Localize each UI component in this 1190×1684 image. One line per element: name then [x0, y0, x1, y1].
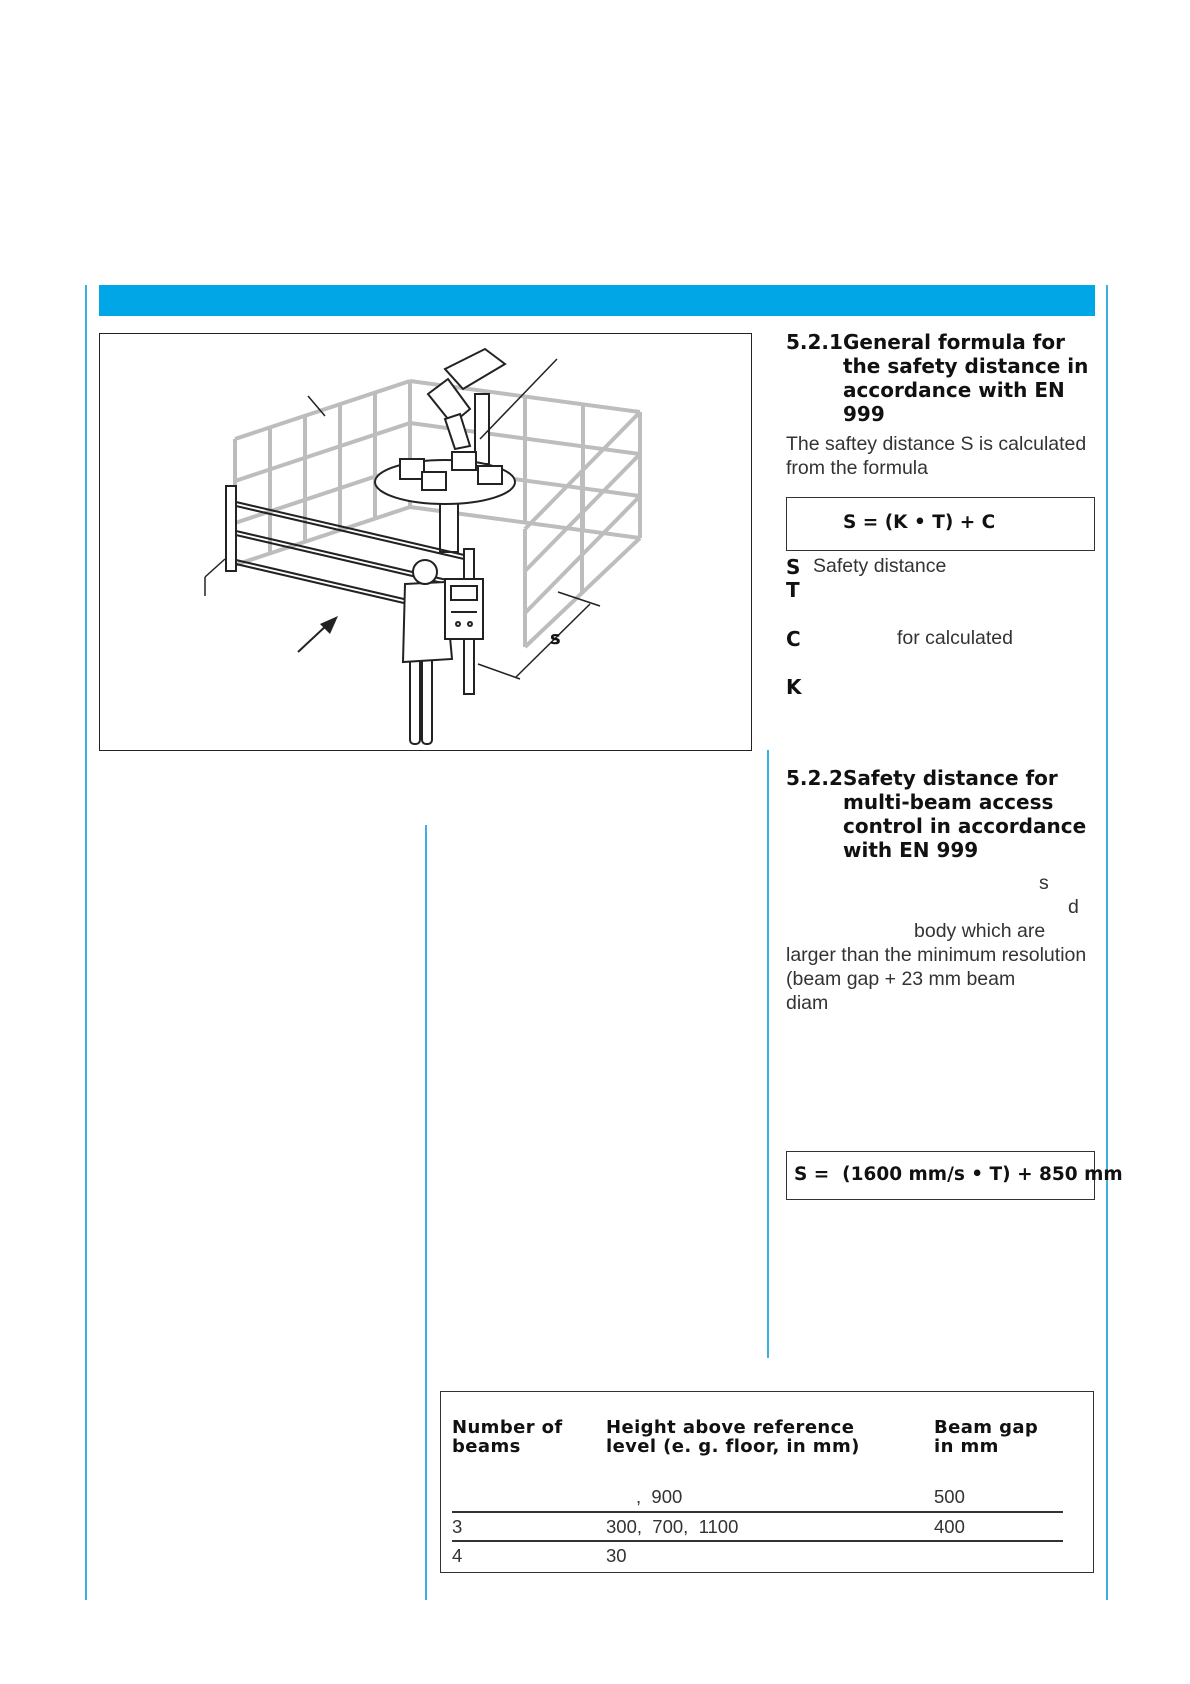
table-cell-height: 300, 700, 1100 — [606, 1516, 739, 1537]
right-column-rule — [767, 750, 769, 1358]
control-panel — [445, 579, 483, 639]
section-number: 5.2.1 — [786, 330, 843, 354]
definition-symbol-t: T — [786, 578, 800, 602]
section-title: Safety distance for multi-beam access control in accordance with EN 999 — [843, 766, 1087, 862]
text-fragment: (beam gap + 23 mm beam — [786, 968, 1016, 990]
header-bar — [99, 285, 1095, 316]
distance-label: s — [550, 628, 561, 649]
text-fragment: body which are — [914, 920, 1046, 942]
text-fragment: s — [1039, 872, 1049, 894]
definition-text-c: for calculated — [897, 627, 1013, 649]
table-cell-height: 30 — [606, 1545, 627, 1566]
table-cell-gap: 500 — [934, 1486, 965, 1507]
table-header-beams: Number of beams — [452, 1417, 563, 1457]
table-cell-height: , 900 — [636, 1486, 683, 1507]
left-margin-rule — [85, 285, 87, 1600]
text-fragment: larger than the minimum resolution — [786, 944, 1087, 966]
robot-arm — [428, 349, 505, 464]
formula-general: S = (K • T) + C — [843, 512, 996, 533]
middle-column-rule — [425, 825, 427, 1600]
table-cell-beams: 3 — [452, 1516, 463, 1537]
right-margin-rule — [1106, 285, 1108, 1600]
definition-symbol-k: K — [786, 675, 802, 699]
formula-multibeam: S = (1600 mm/s • T) + 850 mm — [794, 1164, 1123, 1185]
section-title: General formula for the safety distance in accordance with EN 999 — [843, 330, 1089, 426]
definition-text-s: Safety distance — [813, 555, 947, 577]
rotary-table — [375, 452, 515, 552]
safety-illustration — [99, 333, 752, 751]
section-heading-5-2-2 — [786, 766, 1101, 862]
section-intro-text: The saftey distance S is calculated from the formula — [786, 433, 1087, 479]
definition-symbol-s: S — [786, 555, 801, 579]
table-row-divider — [452, 1540, 1063, 1542]
table-cell-beams: 4 — [452, 1545, 463, 1566]
table-header-height: Height above reference level (e. g. floor, in mm) — [606, 1417, 860, 1457]
section-heading-5-2-1 — [786, 330, 1101, 426]
table-header-gap: Beam gap in mm — [934, 1417, 1039, 1457]
robot-cell-drawing — [100, 334, 753, 752]
table-cell-gap: 400 — [934, 1516, 965, 1537]
text-fragment: diam — [786, 992, 829, 1014]
text-fragment: d — [1068, 896, 1079, 918]
beam-table — [440, 1391, 1094, 1573]
definition-symbol-c: C — [786, 627, 801, 651]
formula-box-general — [786, 497, 1095, 551]
formula-box-multibeam — [786, 1151, 1123, 1200]
table-row-divider — [452, 1511, 1063, 1513]
approach-arrow — [298, 616, 338, 652]
section-number: 5.2.2 — [786, 766, 843, 790]
